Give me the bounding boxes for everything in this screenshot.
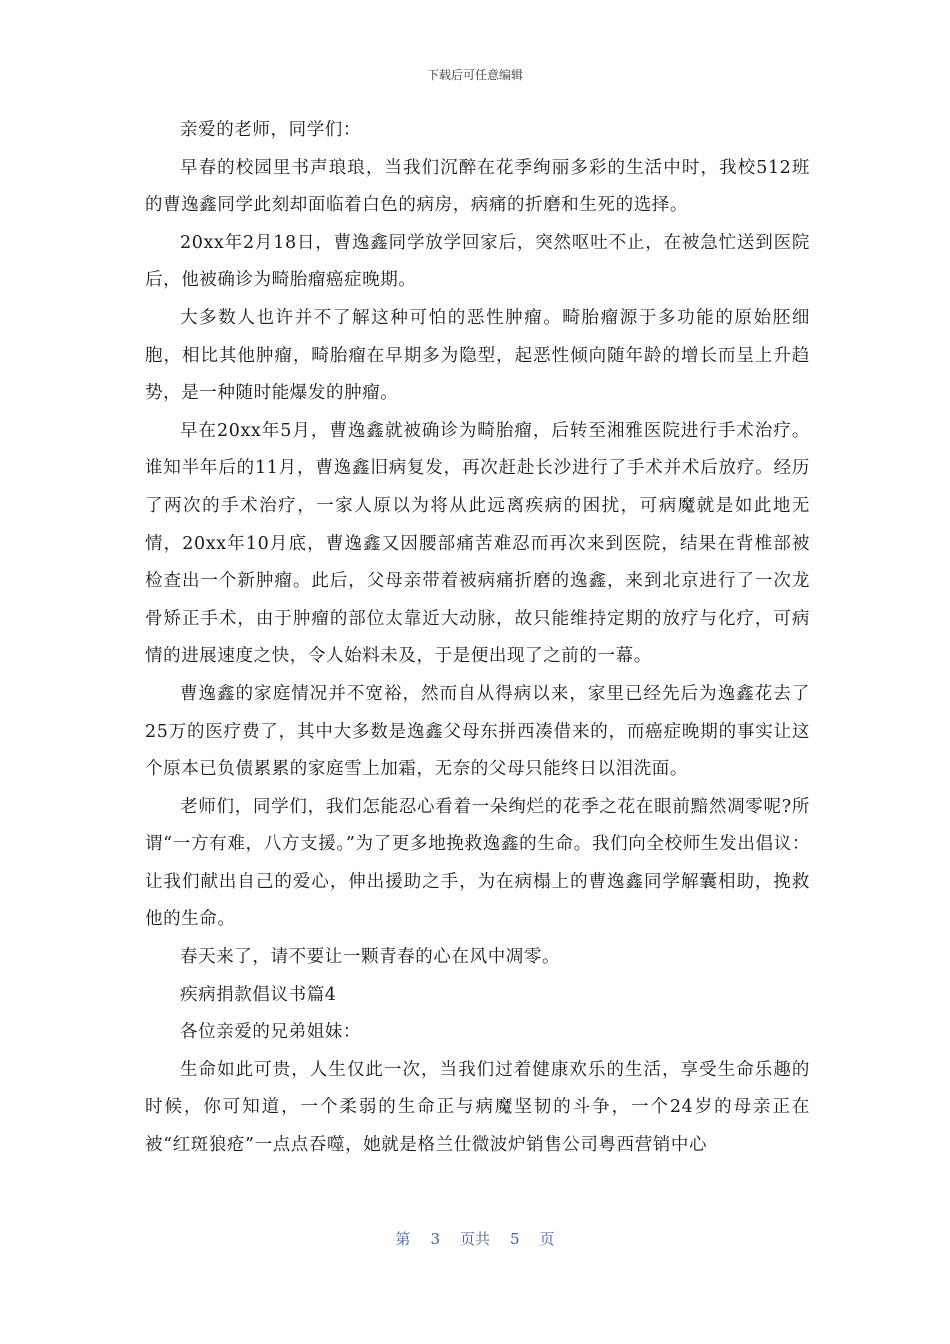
salutation: 各位亲爱的兄弟姐妹： <box>180 1022 361 1043</box>
page-footer <box>0 1228 950 1249</box>
paragraph: 春天来了，请不要让一颗青春的心在风中凋零。 <box>180 947 561 968</box>
paragraph: 早春的校园里书声琅琅，当我们沉醉在花季绚丽多彩的生活中时，我校512班的曹逸鑫同学此刻却面临着白色的病房，病痛的折磨和生死的选择。 <box>145 157 810 216</box>
paragraph: 大多数人也许并不了解这种可怕的恶性肿瘤。畸胎瘤源于多功能的原始胚细胞，相比其他肿瘤，畸胎瘤在早期多为隐型，起恶性倾向随年龄的增长而呈上升趋势，是一种随时能爆发的肿瘤。 <box>145 307 810 404</box>
salutation: 亲爱的老师，同学们： <box>180 120 361 140</box>
paragraph: 20xx年2月18日，曹逸鑫同学放学回家后，突然呕吐不止，在被急忙送到医院后，他被确诊为畸胎瘤癌症晚期。 <box>145 232 810 291</box>
page-number: 3 <box>430 1230 440 1248</box>
total-pages: 5 <box>510 1230 520 1248</box>
total-label: 页共 <box>459 1230 490 1248</box>
section-title: 疾病捐款倡议书篇4 <box>180 984 337 1005</box>
page-suffix: 页 <box>539 1230 555 1248</box>
paragraph: 早在20xx年5月，曹逸鑫就被确诊为畸胎瘤，后转至湘雅医院进行手术治疗。谁知半年后的11月，曹逸鑫旧病复发，再次赶赴长沙进行了手术并术后放疗。经历了两次的手术治疗，一家人原以为将从此远离疾病的困扰，可病魔就是如此地无情，20xx年10月底，曹逸鑫又因腰部痛苦难忍而再次来到医院，结果在背椎部被检查出一个新肿瘤。此后，父母亲带着被病痛折磨的逸鑫，来到北京进行了一次龙骨矫正手术，由于肿瘤的部位太靠近大动脉，故只能维持定期的放疗与化疗，可病情的进展速度之快，令人始料未及，于是便出现了之前的一幕。 <box>145 420 810 667</box>
paragraph: 老师们，同学们，我们怎能忍心看着一朵绚烂的花季之花在眼前黯然凋零呢?所谓“一方有难，八方支援。”为了更多地挽救逸鑫的生命。我们向全校师生发出倡议：让我们献出自己的爱心，伸出援助之手，为在病榻上的曹逸鑫同学解囊相助，挽救他的生命。 <box>145 796 810 930</box>
document-body <box>145 112 810 1165</box>
page-label: 第 <box>395 1230 411 1248</box>
paragraph: 曹逸鑫的家庭情况并不宽裕，然而自从得病以来，家里已经先后为逸鑫花去了25万的医疗费了，其中大多数是逸鑫父母东拼西凑借来的，而癌症晚期的事实让这个原本已负债累累的家庭雪上加霜，无奈的父母只能终日以泪洗面。 <box>145 683 810 780</box>
paragraph: 生命如此可贵，人生仅此一次，当我们过着健康欢乐的生活，享受生命乐趣的时候，你可知道，一个柔弱的生命正与病魔坚韧的斗争，一个24岁的母亲正在被“红斑狼疮”一点点吞噬，她就是格兰仕微波炉销售公司粤西营销中心 <box>145 1059 810 1156</box>
page-header: 下载后可任意编辑 <box>426 68 523 82</box>
